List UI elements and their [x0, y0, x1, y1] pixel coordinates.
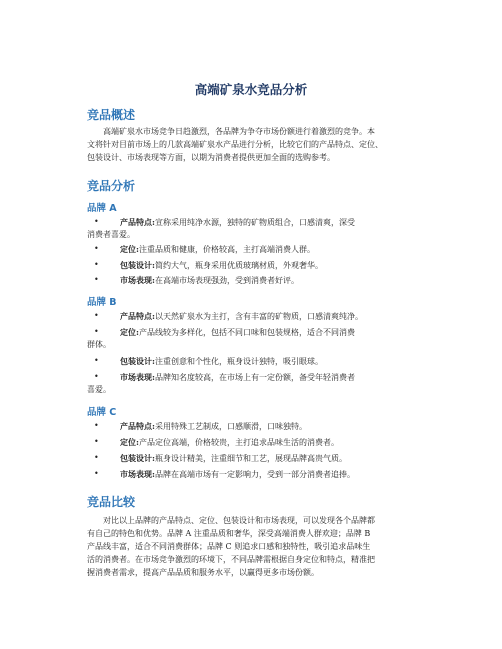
list-item: • 包装设计:注重创意和个性化，瓶身设计独特，吸引眼球。 [94, 356, 323, 366]
overview-line-1: 高端矿泉水市场竞争日趋激烈，各品牌为争夺市场份额进行着激烈的竞争。本 [103, 127, 375, 136]
list-item: • 市场表现:品牌在高端市场有一定影响力，受到一部分消费者追捧。 [94, 469, 355, 479]
brand-c-heading: 品牌 C [87, 407, 117, 418]
comparison-line-2: 有自己的特色和优势。品牌 A 注重品质和奢华，深受高端消费人群欢迎；品牌 B [87, 529, 371, 538]
list-item: • 市场表现:品牌知名度较高，在市场上有一定份额，备受年轻消费者 [94, 372, 355, 382]
section-heading-analysis: 竞品分析 [87, 179, 136, 193]
document-title: 高端矿泉水竞品分析 [194, 82, 308, 97]
overview-line-2: 文将针对目前市场上的几款高端矿泉水产品进行分析，比较它们的产品特点、定位、 [87, 140, 383, 149]
list-item: • 包装设计:简约大气，瓶身采用优质玻璃材质，外观奢华。 [94, 260, 323, 270]
section-heading-comparison: 竞品比较 [87, 495, 136, 509]
overview-line-3: 包装设计、市场表现等方面，以期为消费者提供更加全面的选购参考。 [87, 153, 335, 162]
list-item-continuation: 喜爱。 [87, 385, 111, 394]
list-item: • 产品特点:以天然矿泉水为主打，含有丰富的矿物质，口感清爽纯净。 [94, 311, 363, 321]
comparison-line-4: 活的消费者。在市场竞争激烈的环境下，不同品牌需根据自身定位和特点，精准把 [87, 555, 375, 564]
list-item: • 定位:产品线较为多样化，包括不同口味和包装规格，适合不同消费 [94, 327, 355, 337]
list-item: • 包装设计:瓶身设计精美，注重细节和工艺，展现品牌高贵气质。 [94, 453, 347, 463]
list-item: • 市场表现:在高端市场表现强劲，受到消费者好评。 [94, 275, 299, 285]
comparison-line-5: 握消费者需求，提高产品品质和服务水平，以赢得更多市场份额。 [87, 568, 319, 577]
list-item: • 定位:产品定位高端，价格较贵，主打追求品味生活的消费者。 [94, 437, 339, 447]
comparison-line-1: 对比以上品牌的产品特点、定位、包装设计和市场表现，可以发现各个品牌都 [103, 516, 375, 525]
brand-a-heading: 品牌 A [87, 203, 117, 214]
list-item: • 产品特点:宣称采用纯净水源，独特的矿物质组合，口感清爽，深受 [94, 217, 355, 227]
list-item: • 定位:注重品质和健康，价格较高，主打高端消费人群。 [94, 244, 315, 254]
section-heading-overview: 竞品概述 [87, 108, 136, 122]
list-item: • 产品特点:采用特殊工艺制成，口感顺滑，口味独特。 [94, 421, 307, 431]
comparison-line-3: 产品线丰富，适合不同消费群体；品牌 C 则追求口感和独特性，吸引追求品味生 [87, 542, 371, 551]
brand-b-heading: 品牌 B [87, 297, 117, 308]
list-item-continuation: 消费者喜爱。 [87, 230, 135, 239]
list-item-continuation: 群体。 [87, 340, 111, 349]
